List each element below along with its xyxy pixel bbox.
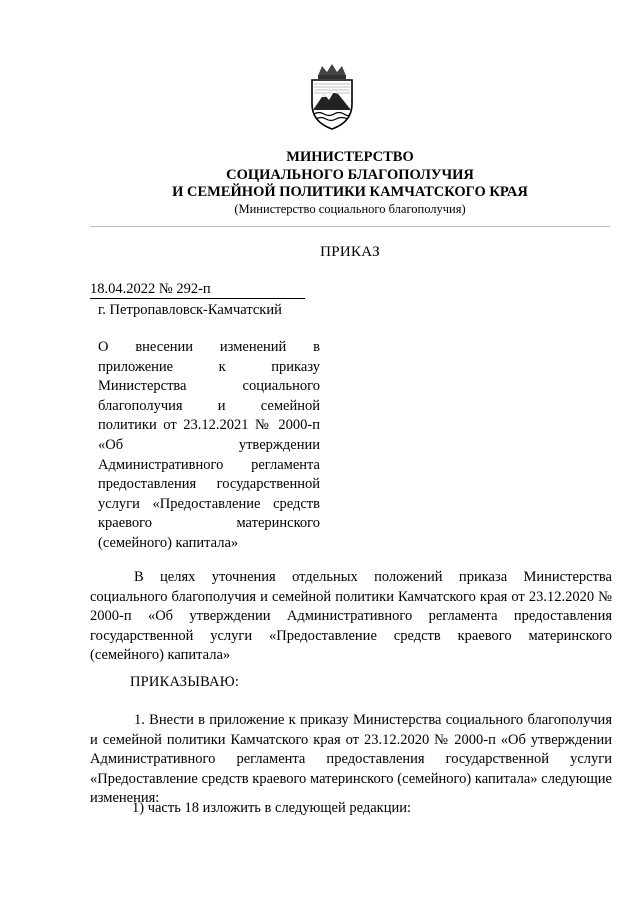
header-divider [90, 226, 610, 227]
subject-line: О внесении изменений в [98, 339, 320, 355]
document-date-number: 18.04.2022 № 292-п [90, 281, 211, 297]
org-abbreviation: (Министерство социального благополучия) [234, 202, 466, 216]
subject-line: Министерства социального [98, 378, 320, 395]
clause-1-item-1: 1) часть 18 изложить в следующей редакции: [132, 800, 412, 816]
org-name-line3: И СЕМЕЙНОЙ ПОЛИТИКИ КАМЧАТСКОГО КРАЯ [172, 184, 528, 200]
orders-word: ПРИКАЗЫВАЮ: [130, 674, 240, 690]
subject-line: приложение к приказу [98, 358, 320, 375]
subject-line: предоставления государственной [98, 476, 320, 493]
kamchatka-coat-of-arms-icon [302, 62, 362, 132]
subject-line: «Об утверждении [98, 436, 320, 453]
subject-line: (семейного) капитала» [98, 534, 239, 551]
org-name-line2: СОЦИАЛЬНОГО БЛАГОПОЛУЧИЯ [226, 167, 474, 183]
preamble-paragraph: В целях уточнения отдельных положений приказа Министерства социального благополучия и семейной политики Камчатского края от 23.12.2020 № 2000-п «Об утверждении Административного регламента предоставления государственной услуги «Предоставление средств краевого материнского (семейного) капитала» [90, 569, 612, 664]
subject-line: краевого материнского [98, 515, 320, 532]
document-subject [98, 338, 320, 554]
document-type: ПРИКАЗ [320, 244, 380, 260]
document-city: г. Петропавловск-Камчатский [98, 302, 282, 318]
subject-line: политики от 23.12.2021 № 2000-п [98, 417, 320, 434]
subject-line: благополучия и семейной [98, 397, 320, 414]
subject-line: услуги «Предоставление средств [98, 495, 320, 512]
org-name-line1: МИНИСТЕРСТВО [286, 149, 414, 165]
date-underline [90, 298, 305, 299]
subject-line: Административного регламента [98, 456, 320, 473]
clause-1-paragraph: 1. Внести в приложение к приказу Министерства социального благополучия и семейной политики Камчатского края от 23.12.2020 № 2000-п «Об утверждении Административного регламента предоставления государственной услуги «Предоставление средств краевого материнского (семейного) капитала» следующие изменения: [90, 712, 612, 807]
